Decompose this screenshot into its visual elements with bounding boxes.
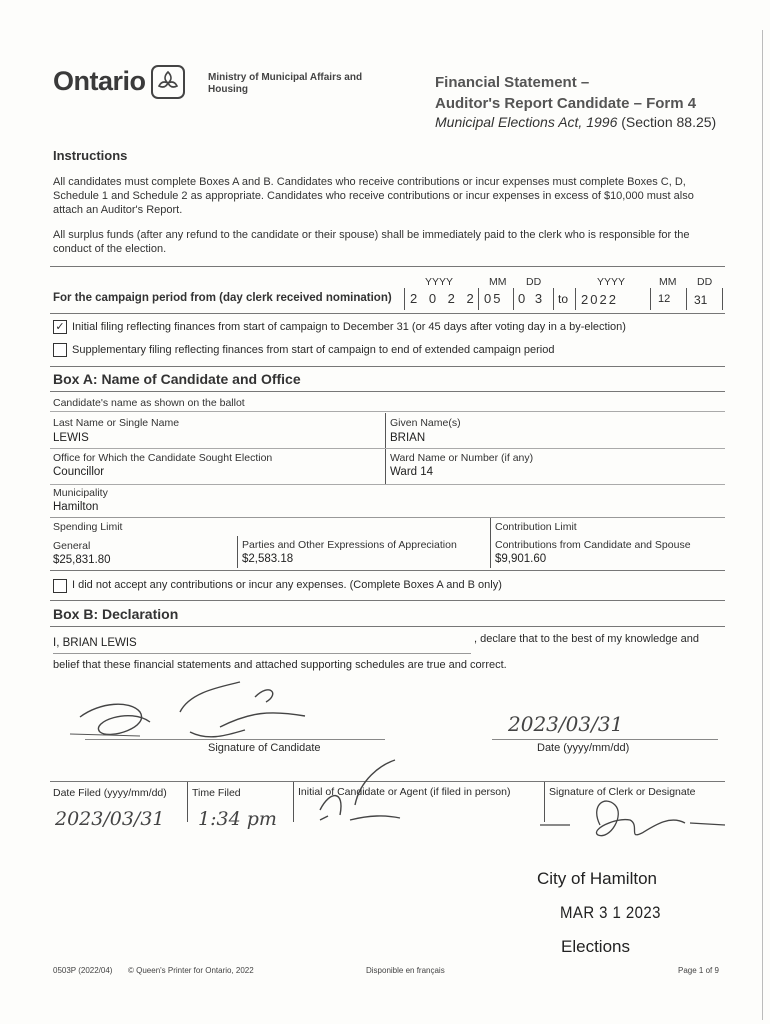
box-b-heading: Box B: Declaration bbox=[53, 606, 179, 622]
given-name-label: Given Name(s) bbox=[390, 417, 461, 429]
campaign-period-label: For the campaign period from (day clerk received nomination) bbox=[53, 292, 392, 304]
ministry-name: Ministry of Municipal Affairs and Housing bbox=[208, 72, 363, 95]
ward-value[interactable]: Ward 14 bbox=[390, 466, 434, 478]
spending-limit-label: Spending Limit bbox=[53, 521, 123, 533]
last-name-label: Last Name or Single Name bbox=[53, 417, 180, 429]
given-name-value[interactable]: BRIAN bbox=[390, 432, 426, 444]
declaration-text: , declare that to the best of my knowledge and bbox=[474, 633, 700, 645]
declaration-date-handwritten[interactable]: 2023/03/31 bbox=[508, 712, 624, 736]
from-year-field[interactable]: 2 0 2 2 bbox=[410, 291, 478, 306]
candidate-signature-icon bbox=[70, 672, 330, 752]
ward-label: Ward Name or Number (if any) bbox=[390, 452, 534, 464]
initial-filing-label: Initial filing reflecting finances from start of campaign to December 31 (or 45 days after voting day in a by-election) bbox=[72, 321, 626, 333]
contribution-limit-label: Contribution Limit bbox=[495, 521, 577, 533]
initial-agent-label: Initial of Candidate or Agent (if filed in person) bbox=[298, 786, 511, 798]
ontario-wordmark: Ontario bbox=[53, 66, 146, 96]
office-label: Office for Which the Candidate Sought Election bbox=[53, 452, 273, 464]
box-a-heading: Box A: Name of Candidate and Office bbox=[53, 371, 301, 387]
date-filed-label: Date Filed (yyyy/mm/dd) bbox=[53, 787, 167, 799]
to-dd-header: DD bbox=[697, 276, 713, 288]
parties-limit-value[interactable]: $2,583.18 bbox=[242, 553, 294, 565]
declaration-date-label: Date (yyyy/mm/dd) bbox=[537, 742, 630, 754]
from-dd-header: DD bbox=[526, 276, 542, 288]
from-month-field[interactable]: 05 bbox=[484, 291, 503, 306]
general-limit-label: General bbox=[53, 540, 91, 552]
stamp-department: Elections bbox=[561, 937, 630, 956]
municipality-value[interactable]: Hamilton bbox=[53, 501, 99, 513]
instructions-paragraph-1: All candidates must complete Boxes A and B. Candidates who receive contributions or incur expenses must complete Boxes C, D, Schedule 1 and Schedule 2 as appropriate. Candidates who receive contributions or incur expenses in excess of $10,000 must also attach an Auditor's Report. bbox=[53, 176, 694, 216]
footer-form-number: 0503P (2022/04) bbox=[53, 966, 113, 975]
stamp-date: MAR 3 1 2023 bbox=[560, 903, 661, 922]
instructions-paragraph-2: All surplus funds (after any refund to the candidate or their spouse) shall be immediately paid to the clerk who is responsible for the conduct of the election. bbox=[53, 229, 690, 255]
from-yyyy-header: YYYY bbox=[425, 276, 454, 288]
no-contributions-label: I did not accept any contributions or incur any expenses. (Complete Boxes A and B only) bbox=[72, 579, 502, 591]
candidate-spouse-limit-value[interactable]: $9,901.60 bbox=[495, 553, 547, 565]
declaration-line bbox=[53, 637, 137, 649]
act-name: Municipal Elections Act, 1996 bbox=[435, 114, 618, 130]
act-section: (Section 88.25) bbox=[621, 114, 717, 130]
footer-french-link[interactable]: Disponible en français bbox=[366, 966, 445, 975]
agent-initial-icon bbox=[300, 760, 430, 830]
instructions-heading: Instructions bbox=[53, 148, 128, 163]
footer-page-number: Page 1 of 9 bbox=[678, 966, 719, 975]
stamp-city: City of Hamilton bbox=[537, 869, 657, 888]
divider bbox=[50, 266, 725, 267]
candidate-spouse-limit-label: Contributions from Candidate and Spouse bbox=[495, 539, 691, 551]
candidate-signature-label: Signature of Candidate bbox=[208, 742, 321, 754]
clerk-signature-label: Signature of Clerk or Designate bbox=[549, 786, 696, 798]
initial-filing-checkbox[interactable]: ✓ bbox=[53, 320, 67, 334]
time-filed-value[interactable]: 1:34 pm bbox=[198, 808, 277, 830]
supplementary-filing-label: Supplementary filing reflecting finances from start of campaign to end of extended campaign period bbox=[72, 344, 555, 356]
to-day-field[interactable]: 31 bbox=[694, 293, 708, 307]
to-label: to bbox=[558, 292, 569, 306]
form-title-line-1: Financial Statement – bbox=[435, 74, 590, 91]
trillium-logo-icon bbox=[151, 65, 185, 99]
municipality-label: Municipality bbox=[53, 487, 108, 499]
parties-limit-label: Parties and Other Expressions of Appreciation bbox=[242, 539, 457, 551]
form-title bbox=[435, 72, 696, 114]
declarant-name[interactable]: BRIAN LEWIS bbox=[62, 637, 137, 649]
clerk-signature-icon bbox=[560, 795, 740, 855]
from-day-field[interactable]: 0 3 bbox=[518, 291, 546, 306]
time-filed-label: Time Filed bbox=[192, 787, 241, 799]
to-yyyy-header: YYYY bbox=[597, 276, 626, 288]
no-contributions-checkbox[interactable] bbox=[53, 579, 67, 593]
declaration-prefix: I, bbox=[53, 637, 60, 649]
from-mm-header: MM bbox=[489, 276, 507, 288]
to-mm-header: MM bbox=[659, 276, 677, 288]
footer-copyright: © Queen's Printer for Ontario, 2022 bbox=[128, 966, 254, 975]
declaration-belief-text: belief that these financial statements and attached supporting schedules are true and correct. bbox=[53, 659, 507, 671]
form-title-line-2: Auditor's Report Candidate – Form 4 bbox=[435, 95, 697, 112]
general-limit-value[interactable]: $25,831.80 bbox=[53, 554, 111, 566]
ballot-name-label: Candidate's name as shown on the ballot bbox=[53, 397, 245, 409]
act-reference bbox=[435, 114, 716, 130]
supplementary-filing-checkbox[interactable] bbox=[53, 343, 67, 357]
date-filed-value[interactable]: 2023/03/31 bbox=[55, 808, 165, 830]
last-name-value[interactable]: LEWIS bbox=[53, 432, 89, 444]
to-month-field[interactable]: 12 bbox=[658, 293, 671, 305]
office-value[interactable]: Councillor bbox=[53, 466, 105, 478]
to-year-field[interactable]: 2022 bbox=[581, 292, 618, 307]
